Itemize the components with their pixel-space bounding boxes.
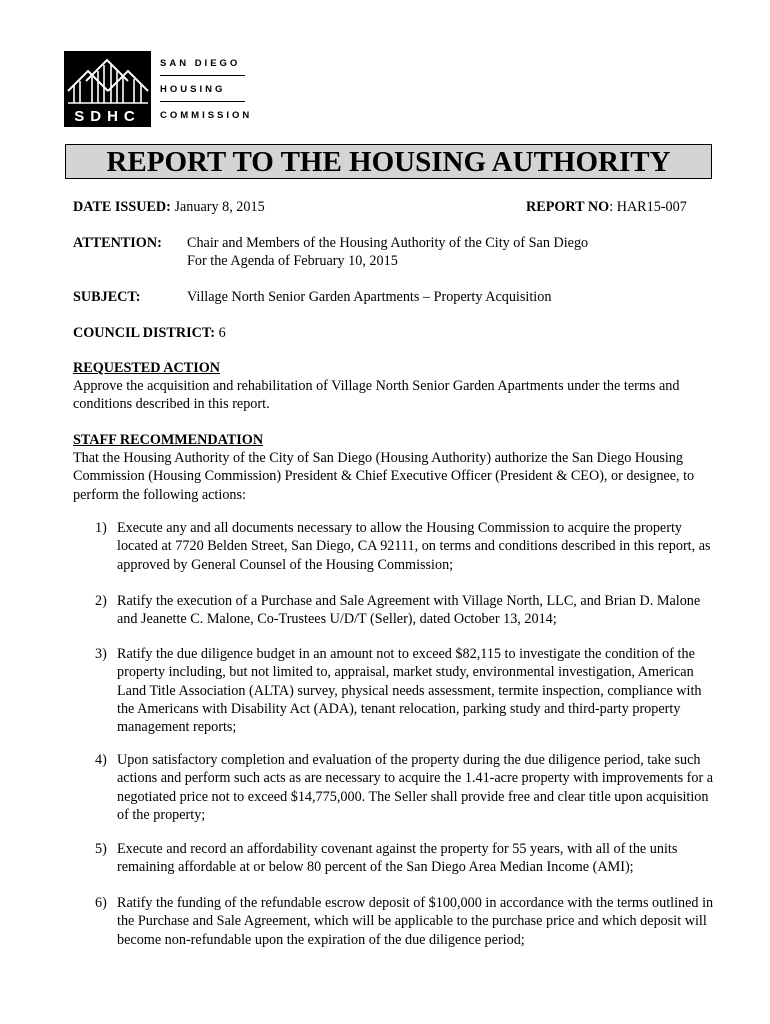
requested-action-heading: REQUESTED ACTION <box>73 360 221 376</box>
house-roofs-icon <box>64 51 151 107</box>
list-item-number: 6) <box>95 895 107 911</box>
list-item-text: Ratify the due diligence budget in an amount not to exceed $82,115 to investigate the condition of the property including, but not limited to, appraisal, market study, environmental investigation, American Land Title Association (ALTA) survey, physical needs assessment, termite inspection, compliance with the Americans with Disability Act (ADA), tenant relocation, parking study and third-party property management reports; <box>117 646 702 736</box>
attention-label: ATTENTION: <box>73 235 162 251</box>
attention-line2: For the Agenda of February 10, 2015 <box>187 253 398 269</box>
requested-action-text: Approve the acquisition and rehabilitation of Village North Senior Garden Apartments under the terms and conditions described in this report. <box>73 378 680 413</box>
list-item-text: Ratify the execution of a Purchase and Sale Agreement with Village North, LLC, and Brian D. Malone and Jeanette C. Malone, Co-Trustees U/D/T (Seller), dated October 13, 2014; <box>117 593 701 628</box>
list-item-number: 4) <box>95 752 107 768</box>
date-issued-value: January 8, 2015 <box>174 199 265 215</box>
council-district-label: COUNCIL DISTRICT: <box>73 325 216 341</box>
list-item-text: Execute any and all documents necessary to allow the Housing Commission to acquire the property located at 7720 Belden Street, San Diego, CA 92111, on terms and conditions described in this report, as approved by General Counsel of the Housing Commission; <box>117 520 711 573</box>
report-number-value: : HAR15-007 <box>609 199 687 215</box>
list-item-text: Ratify the funding of the refundable escrow deposit of $100,000 in accordance with the terms outlined in the Purchase and Sale Agreement, which will be applicable to the purchase price and which deposit will become non-refundable upon the expiration of the due diligence period; <box>117 895 714 948</box>
list-item-number: 5) <box>95 841 107 857</box>
sdhc-logo <box>64 51 253 129</box>
subject-label: SUBJECT: <box>73 289 141 305</box>
org-name-line2: HOUSING <box>160 84 226 95</box>
subject-value: Village North Senior Garden Apartments – Property Acquisition <box>187 289 552 305</box>
logo-emblem <box>64 51 151 127</box>
list-item-number: 3) <box>95 646 107 662</box>
list-item-number: 1) <box>95 520 107 536</box>
date-issued-row <box>73 198 265 216</box>
attention-line1: Chair and Members of the Housing Authority of the City of San Diego <box>187 235 589 251</box>
staff-recommendation-intro: That the Housing Authority of the City of San Diego (Housing Authority) authorize the San Diego Housing Commission (Housing Commission) President & Chief Executive Officer (President & CEO), or designee, to perform the following actions: <box>73 450 695 503</box>
logo-abbr: SDHC <box>74 108 141 125</box>
council-district-row <box>73 324 226 342</box>
report-number-row <box>526 198 687 216</box>
list-item-text: Upon satisfactory completion and evaluation of the property during the due diligence period, take such actions and perform such acts as are necessary to acquire the 1.41-acre property with improvements for a negotiated price not to exceed $14,775,000. The Seller shall provide free and clear title upon acquisition of the property; <box>117 752 714 823</box>
list-item-text: Execute and record an affordability covenant against the property for 55 years, with all of the units remaining affordable at or below 80 percent of the San Diego Area Median Income (AMI); <box>117 841 678 876</box>
org-name-line3: COMMISSION <box>160 110 253 121</box>
staff-recommendation-heading: STAFF RECOMMENDATION <box>73 432 264 448</box>
report-title: REPORT TO THE HOUSING AUTHORITY <box>65 144 712 179</box>
report-number-label: REPORT NO <box>526 199 610 215</box>
list-item-number: 2) <box>95 593 107 609</box>
council-district-value: 6 <box>218 325 226 341</box>
date-issued-label: DATE ISSUED: <box>73 199 171 215</box>
org-name-line1: SAN DIEGO <box>160 58 241 69</box>
org-divider <box>160 75 245 76</box>
org-divider <box>160 101 245 102</box>
